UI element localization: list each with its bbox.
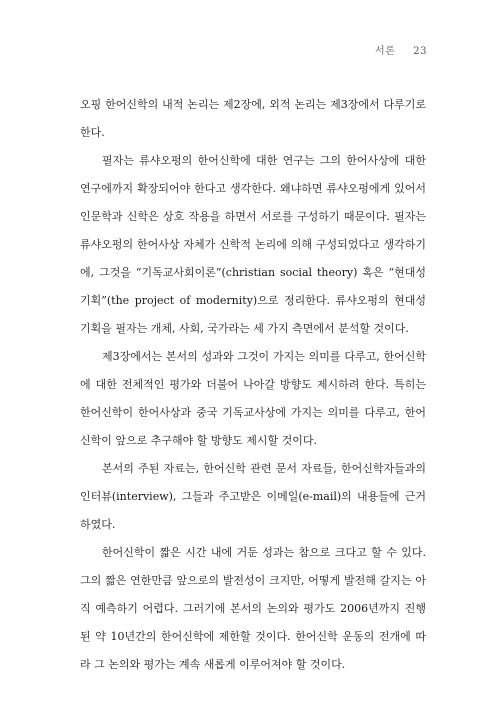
paragraph-3: 제3장에서는 본서의 성과와 그것이 가지는 의미를 다루고, 한어신학에 대한 전체적인 평가와 더불어 나아갈 방향도 제시하려 한다. 특히는 한어신학이 한어사상과 중국 기독교사상에 가지는 의미를 다루고, 한어신학이 앞으로 추구해야 할 방향도 제시할 것이다. xyxy=(80,350,426,447)
paragraph-4: 본서의 주된 자료는, 한어신학 관련 문서 자료들, 한어신학자들과의 인터뷰(interview), 그들과 주고받은 이메일(e-mail)의 내용들에 근거하였다. xyxy=(80,462,426,531)
paragraph-1: 오핑 한어신학의 내적 논리는 제2장에, 외적 논리는 제3장에서 다루기로 한다. xyxy=(80,98,426,139)
page-number: 23 xyxy=(413,46,427,57)
running-head-title: 서론 xyxy=(374,46,396,57)
body-text xyxy=(80,91,426,679)
paragraph-5: 한어신학이 짧은 시간 내에 거둔 성과는 참으로 크다고 할 수 있다. 그의 짧은 연한만큼 앞으로의 발전성이 크지만, 어떻게 발전해 갈지는 아직 예측하기 어렵다. 그러기에 본서의 논의와 평가도 2006년까지 진행된 약 10년간의 한어신학에 제한할 것이다. 한어신학 운동의 전개에 따라 그 논의와 평가는 계속 새롭게 이루어져야 할 것이다. xyxy=(80,546,426,671)
running-head xyxy=(375,42,427,57)
paragraph-2: 필자는 류샤오펑의 한어신학에 대한 연구는 그의 한어사상에 대한 연구에까지 확장되어야 한다고 생각한다. 왜냐하면 류샤오펑에게 있어서 인문학과 신학은 상호 작용을 하면서 서로를 구성하기 때문이다. 필자는 류샤오펑의 한어사상 자체가 신학적 논리에 의해 구성되었다고 생각하기에, 그것을 “기독교사회이론”(christian social theory) 혹은 “현대성 기획”(the project of modernity)으로 정리한다. 류샤오펑의 현대성 기획을 필자는 개체, 사회, 국가라는 세 가지 측면에서 분석할 것이다. xyxy=(80,154,426,335)
